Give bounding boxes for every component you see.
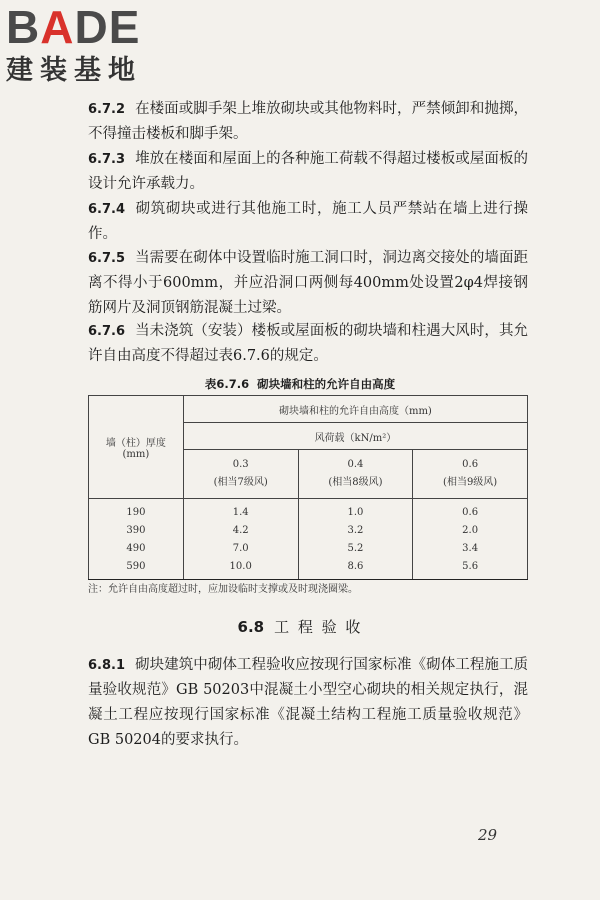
value-cell: 3.2 [298,521,413,539]
clause-6-7-5 [88,246,528,321]
table-row [89,539,528,557]
table-caption [0,376,600,392]
section-number: 6.8 [237,618,265,636]
value-cell: 5.2 [298,539,413,557]
wind-column-header: 0.6 (相当9级风) [413,450,528,499]
page-number: 29 [478,826,498,844]
table-row [89,521,528,539]
row-header-line2: (mm) [122,449,150,460]
thickness-cell: 490 [89,539,184,557]
value-cell: 7.0 [183,539,298,557]
clause-number: 6.7.6 [88,324,126,339]
clause-6-8-1 [88,653,528,753]
section-heading [0,616,600,637]
clause-number: 6.8.1 [88,658,126,673]
row-header-cell [89,396,184,499]
table-note: 注：允许自由高度超过时，应加设临时支撑或及时现浇圈梁。 [88,584,358,595]
value-cell: 10.0 [183,557,298,580]
thickness-cell: 590 [89,557,184,580]
logo-accent-letter: A [40,1,75,53]
value-cell: 3.4 [413,539,528,557]
clause-text: 当未浇筑（安装）楼板或屋面板的砌块墙和柱遇大风时，其允许自由高度不得超过表6.7.6的规定。 [88,323,528,364]
value-cell: 8.6 [298,557,413,580]
clause-number: 6.7.3 [88,152,126,167]
clause-text: 砌块建筑中砌体工程验收应按现行国家标准《砌体工程施工质量验收规范》GB 50203中混凝土小型空心砌块的相关规定执行，混凝土工程应按现行国家标准《混凝土结构工程施工质量验收规范》GB 50204的要求执行。 [88,657,528,748]
clause-text: 堆放在楼面和屋面上的各种施工荷载不得超过楼板或屋面板的设计允许承载力。 [88,151,528,192]
value-cell: 1.0 [298,499,413,522]
clause-number: 6.7.4 [88,202,126,217]
value-cell: 5.6 [413,557,528,580]
value-cell: 4.2 [183,521,298,539]
wind-column-header: 0.4 (相当8级风) [298,450,413,499]
value-cell: 1.4 [183,499,298,522]
clause-text: 砌筑砌块或进行其他施工时，施工人员严禁站在墙上进行操作。 [88,201,528,242]
clause-6-7-6 [88,319,528,369]
value-cell: 0.6 [413,499,528,522]
clause-text: 在楼面或脚手架上堆放砌块或其他物料时，严禁倾卸和抛掷，不得撞击楼板和脚手架。 [88,101,528,142]
clause-number: 6.7.5 [88,251,126,266]
free-height-table [88,395,528,580]
group-header-cell: 砌块墙和柱的允许自由高度（mm) [183,396,527,423]
wind-load-header-cell: 风荷载（kN/m²） [183,423,527,450]
clause-6-7-4 [88,197,528,247]
section-title: 工 程 验 收 [274,618,363,636]
table-row [89,557,528,580]
value-cell: 2.0 [413,521,528,539]
clause-6-7-2 [88,97,528,147]
table-caption-title: 砌块墙和柱的允许自由高度 [257,377,396,391]
logo-subtitle: 建装基地 [6,55,142,86]
wind-column-header: 0.3 (相当7级风) [183,450,298,499]
thickness-cell: 190 [89,499,184,522]
clause-text: 当需要在砌体中设置临时施工洞口时，洞边离交接处的墙面距离不得小于600mm，并应沿洞口两侧每400mm处设置2φ4焊接钢筋网片及洞顶钢筋混凝土过梁。 [88,250,528,316]
table-row [89,499,528,522]
bade-logo [6,1,176,90]
row-header-line1: 墙（柱）厚度 [105,438,166,449]
clause-number: 6.7.2 [88,102,126,117]
thickness-cell: 390 [89,521,184,539]
clause-6-7-3 [88,147,528,197]
table-caption-number: 表6.7.6 [204,377,250,391]
logo-wordmark: BADE [6,1,141,53]
